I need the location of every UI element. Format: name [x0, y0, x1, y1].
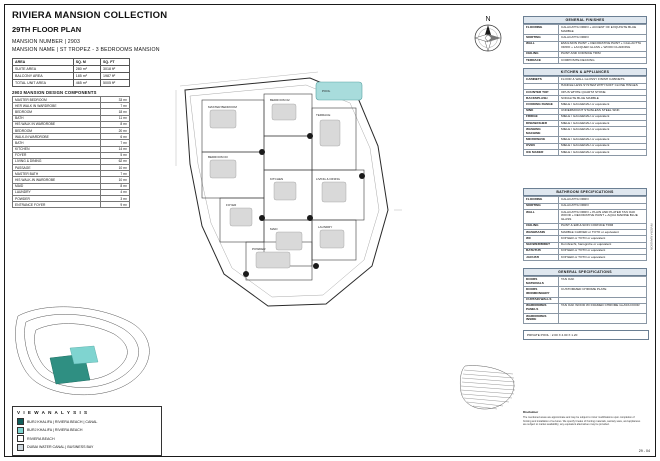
- spec-value: SODALITE BLUE MARBLE: [559, 96, 647, 102]
- table-row: [524, 209, 647, 223]
- compass-north-label: N: [485, 16, 491, 23]
- disclaimer-body: The mentioned areas are approximate and may be subject to minor modifications upon completion of fronting and installation of services. We specify breaks of fronting materials, sanitary ware, and appliances are subject to market availability; any equivalent alternatives may be provided.: [523, 416, 641, 427]
- component-label: POWDER: [13, 196, 101, 202]
- plan-label: TERRACE: [316, 113, 331, 117]
- legend-label: RIVIERA BEACH: [27, 436, 55, 441]
- table-row: [524, 277, 647, 287]
- spec-key: CEILING: [524, 51, 559, 57]
- spec-key: CURTAIN WALLS: [524, 297, 559, 303]
- spec-value: MARBLE CARVED or TOTO or equivalent: [559, 230, 647, 236]
- legend-label: BURJ KHALIFA | RIVIERA BEACH: [27, 428, 83, 433]
- plan-label: POWDER: [252, 247, 266, 251]
- component-label: PASSAGE: [13, 165, 101, 171]
- spec-value: MIELE / GAGGENAU or equivalent: [559, 121, 647, 127]
- area-table: [12, 58, 130, 87]
- area-table-header-row: [13, 59, 130, 66]
- components-table: [12, 96, 130, 208]
- spec-key: COUNTER TOP: [524, 89, 559, 95]
- component-area: 7 m²: [101, 103, 130, 109]
- area-sqft: 1987 ft²: [101, 73, 130, 80]
- table-row: [524, 127, 647, 137]
- area-label: BALCONY AREA: [13, 73, 74, 80]
- table-row: [524, 25, 647, 35]
- spec-key: MICROWAVE: [524, 137, 559, 143]
- spec-value: CUSTOMIZED CHROME PLATE: [559, 287, 647, 297]
- site-view-diagram: [10, 300, 160, 405]
- legend-swatch-2: [17, 435, 24, 442]
- area-label: SUITE AREA: [13, 66, 74, 73]
- spec-key: OVEN: [524, 143, 559, 149]
- spec-value: CALACATTA ORRO + ACCENT OF EXQUISITE BLUE MARBLE: [559, 25, 647, 35]
- component-label: BEDROOM: [13, 127, 101, 133]
- component-area: 33 m²: [101, 97, 130, 103]
- list-item: [17, 435, 157, 442]
- floor-plan-drawing: [150, 60, 500, 340]
- component-label: BATH: [13, 115, 101, 121]
- spec-key: WALL: [524, 41, 559, 51]
- mansion-number: MANSION NUMBER | 2903: [12, 39, 81, 45]
- spec-value: MIELE / GAGGENAU or equivalent: [559, 137, 647, 143]
- spec-value: PAINT AND CORNICE TRIM: [559, 51, 647, 57]
- component-label: KITCHEN: [13, 146, 101, 152]
- component-area: 3 m²: [101, 196, 130, 202]
- table-row: [524, 41, 647, 51]
- spec-key: DOORS IRONMONGERY: [524, 287, 559, 297]
- sheet-side-text: RIVIERA MANSION: [650, 223, 654, 250]
- list-item: [17, 427, 157, 434]
- mansion-name: MANSION NAME | ST TROPEZ - 3 BEDROOMS MANSION: [12, 47, 160, 53]
- component-label: HIS WALK IN WARDROBE: [13, 121, 101, 127]
- component-label: BEDROOM: [13, 109, 101, 115]
- table-row: [524, 58, 647, 64]
- spec-key: SHOWER/BIDET: [524, 242, 559, 248]
- spec-block-title: GENERAL FINISHES: [523, 16, 647, 24]
- spec-key: CEILING: [524, 223, 559, 229]
- component-label: HER WALK IN WARDROBE: [13, 103, 101, 109]
- spec-value: MIELE / GAGGENAU or equivalent: [559, 143, 647, 149]
- spec-block: [523, 16, 647, 64]
- spec-key: SKIRTING: [524, 203, 559, 209]
- spec-value: COMPOSITE DECKING: [559, 58, 647, 64]
- component-area: 7 m²: [101, 171, 130, 177]
- spec-value: OPUS WHITE QUARTZ STONE: [559, 89, 647, 95]
- table-row: [524, 149, 647, 155]
- component-area: 10 m²: [101, 177, 130, 183]
- spec-key: FRIDGE: [524, 114, 559, 120]
- spec-key: FLOORING: [524, 197, 559, 203]
- plan-label: POOL: [322, 89, 331, 93]
- list-item: [17, 444, 157, 451]
- view-analysis-legend: [12, 406, 162, 456]
- component-area: 8 m²: [101, 183, 130, 189]
- disclaimer-title: Disclaimer: [523, 410, 539, 414]
- spec-block-title: KITCHEN & APPLIANCES: [523, 68, 647, 76]
- components-title: 2903 MANSION DESIGN COMPONENTS: [12, 90, 97, 95]
- table-row: [524, 303, 647, 313]
- spec-key: WARDROBES INSIDE: [524, 313, 559, 323]
- spec-value: PAINT & EMULSION CORNICE TRIM: [559, 223, 647, 229]
- component-area: 8 m²: [101, 121, 130, 127]
- component-area: 5 m²: [101, 152, 130, 158]
- area-col-1: SQ. M: [73, 59, 100, 66]
- component-label: WALK-IN WARDROBE: [13, 134, 101, 140]
- spec-key: CABINETS: [524, 77, 559, 83]
- legend-swatch-3: [17, 444, 24, 451]
- component-area: 10 m²: [101, 165, 130, 171]
- view-highlight-secondary: [70, 346, 98, 364]
- legend-swatch-0: [17, 418, 24, 425]
- spec-key: DOORS MATERIALS: [524, 277, 559, 287]
- spec-key: FLOORING: [524, 25, 559, 35]
- spec-block-title: GENERAL SPECIFICATIONS: [523, 268, 647, 276]
- spec-value: UNDERMOUNT STAINLESS STEEL SINK: [559, 108, 647, 114]
- spec-block: [523, 268, 647, 324]
- table-row: [13, 73, 130, 80]
- component-label: HIS WALK-IN WARDROBE: [13, 177, 101, 183]
- floor-plan-label: 29TH FLOOR PLAN: [12, 25, 82, 34]
- spec-key: BACKSPLASH: [524, 96, 559, 102]
- component-area: 11 m²: [101, 115, 130, 121]
- legend-swatch-1: [17, 427, 24, 434]
- key-plan-diagram: [455, 362, 519, 412]
- spec-value: MIELE / GAGGENAU or equivalent: [559, 114, 647, 120]
- spec-value: KOHLER or TOTO or equivalent: [559, 248, 647, 254]
- spec-key: JACUZZI: [524, 254, 559, 260]
- page-number: 29 - 04: [638, 449, 650, 453]
- plan-label: FOYER: [226, 203, 237, 207]
- component-label: MAID: [13, 183, 101, 189]
- spec-value: CALACATTA ORRO: [559, 203, 647, 209]
- component-label: MASTER BATH: [13, 171, 101, 177]
- area-sqft: 3018 ft²: [101, 66, 130, 73]
- area-col-2: SQ. FT: [101, 59, 130, 66]
- spec-value: MIELE / GAGGENAU or equivalent: [559, 127, 647, 137]
- plan-label: LIVING & DINING: [316, 177, 341, 181]
- spec-key: WC: [524, 236, 559, 242]
- component-label: LAUNDRY: [13, 189, 101, 195]
- area-sqm: 280 m²: [73, 66, 100, 73]
- disclaimer: [523, 410, 641, 427]
- table-row: [13, 80, 130, 87]
- area-sqft: 5005 ft²: [101, 80, 130, 87]
- table-row: [524, 287, 647, 297]
- spec-value: CALACATTA ORRO + PLAIN AND PLATED TAN OAK WOOD + DECORATIVE PAINT + AQUA MARINE BLUE GLASS: [559, 209, 647, 223]
- component-label: MASTER BEDROOM: [13, 97, 101, 103]
- component-area: 7 m²: [101, 140, 130, 146]
- spec-value: FLOOR & WALL GLOSSY FINISH CABINETS: [559, 77, 647, 83]
- component-label: BATH: [13, 140, 101, 146]
- component-label: FOYER: [13, 152, 101, 158]
- spec-value: [559, 313, 647, 323]
- spec-key: WALL: [524, 209, 559, 223]
- component-area: 14 m²: [101, 146, 130, 152]
- plan-label: BEDROOM 02: [270, 98, 290, 102]
- spec-block: [523, 68, 647, 156]
- legend-label: DUBAI WATER CANAL | BUSINESS BAY: [27, 445, 94, 450]
- spec-value: KOHLER or TOTO or equivalent: [559, 236, 647, 242]
- spec-block: [523, 188, 647, 261]
- spec-value: CALACATTA ORRO: [559, 197, 647, 203]
- spec-block-title: BATHROOM SPECIFICATIONS: [523, 188, 647, 196]
- spec-value: Dornbracht, hansgrohe or equivalent: [559, 242, 647, 248]
- spec-value: CALACATTA ORRO: [559, 35, 647, 41]
- legend-label: BURJ KHALIFA | RIVIERA BEACH | CANAL: [27, 419, 98, 424]
- private-pool-note: PRIVATE POOL : 2.00 X 4.00 X 1.20: [523, 330, 649, 340]
- list-item: [17, 418, 157, 425]
- plan-label: LAUNDRY: [318, 225, 333, 229]
- component-area: 4 m²: [101, 189, 130, 195]
- spec-value: HANDLE LESS SYSTEM WITH SOFT CLOSE HINGES: [559, 83, 647, 89]
- view-analysis-title: V I E W A N A L Y S I S: [17, 410, 89, 415]
- plan-label: MASTER BEDROOM: [208, 105, 237, 109]
- table-row: [13, 66, 130, 73]
- table-row: [13, 202, 130, 208]
- spec-value: MIELE / GAGGENAU or equivalent: [559, 149, 647, 155]
- component-label: ENTRANCE FOYER: [13, 202, 101, 208]
- table-row: [524, 313, 647, 323]
- spec-key: WARDROBES PANELS: [524, 303, 559, 313]
- area-label: TOTAL UNIT AREA: [13, 80, 74, 87]
- title-block: [12, 10, 262, 53]
- spec-key: ICE MAKER: [524, 149, 559, 155]
- page-title: RIVIERA MANSION COLLECTION: [12, 10, 168, 21]
- component-area: 62 m²: [101, 158, 130, 164]
- component-label: LIVING & DINING: [13, 158, 101, 164]
- table-row: [524, 254, 647, 260]
- spec-value: EMULSION PAINT + DECORATIVE PAINT + CALLACTTA ORRO + LACQUER GLASS + WOOD CLADDING: [559, 41, 647, 51]
- spec-value: MIELE / GAGGENAU or equivalent: [559, 102, 647, 108]
- spec-key: WASHING MACHINE: [524, 127, 559, 137]
- spec-key: SINK: [524, 108, 559, 114]
- component-area: 9 m²: [101, 202, 130, 208]
- spec-value: KOHLER or TOTO or equivalent: [559, 254, 647, 260]
- area-col-0: AREA: [13, 59, 74, 66]
- spec-value: TAN OAK: [559, 277, 647, 287]
- compass-rose: [466, 12, 510, 56]
- plan-label: MAID: [270, 227, 278, 231]
- plan-label: BEDROOM 03: [208, 155, 228, 159]
- component-area: 18 m²: [101, 109, 130, 115]
- spec-key: WASHBASIN: [524, 230, 559, 236]
- spec-key: COOKING RANGE: [524, 102, 559, 108]
- spec-key: BATHTUB: [524, 248, 559, 254]
- component-area: 20 m²: [101, 127, 130, 133]
- spec-key: SKIRTING: [524, 35, 559, 41]
- area-sqm: 185 m²: [73, 73, 100, 80]
- component-area: 6 m²: [101, 134, 130, 140]
- spec-key: DISHWASHER: [524, 121, 559, 127]
- plan-label: KITCHEN: [270, 177, 284, 181]
- spec-key: TERRACE: [524, 58, 559, 64]
- spec-value: TAN OAK WOOD W/ FRAMED CHROME GLASS DOOR: [559, 303, 647, 313]
- area-sqm: 465 m²: [73, 80, 100, 87]
